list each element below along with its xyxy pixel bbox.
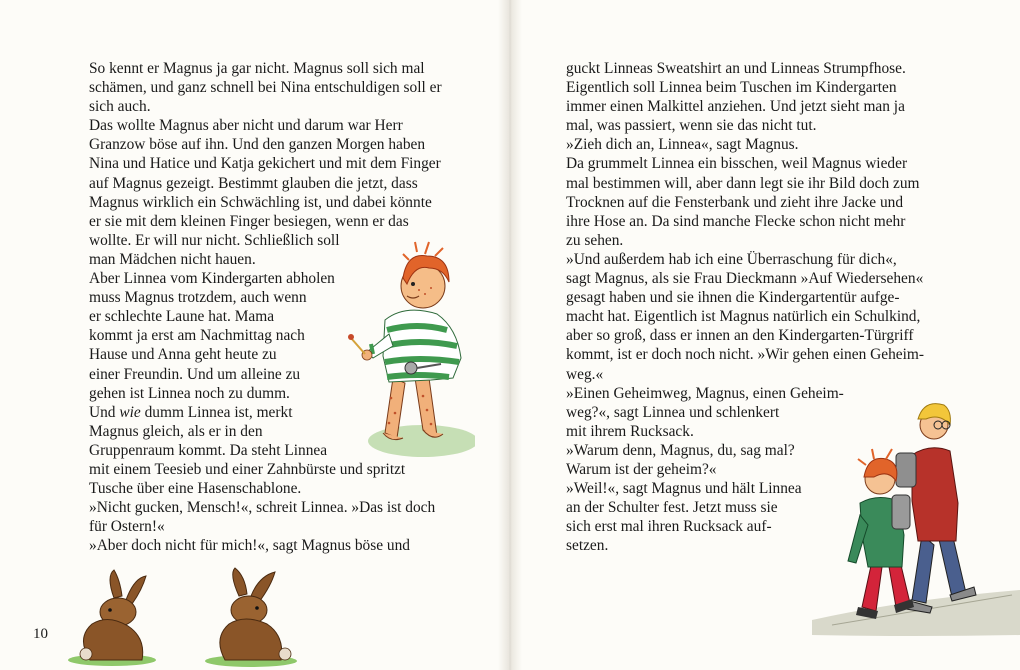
text-line: Trocknen auf die Fensterbank und zieht ihre Jacke und — [566, 193, 904, 211]
text-line: »Und außerdem hab ich eine Überraschung für dich«, — [566, 250, 897, 268]
text-line: weg?«, sagt Linnea und schlenkert — [566, 403, 780, 421]
text-line: mal, was passiert, wenn sie das nicht tut. — [566, 117, 817, 135]
text-line: Magnus wirklich ein Schwächling ist, und dabei könnte — [89, 193, 432, 211]
book-gutter — [498, 0, 522, 670]
text-line: mit ihrem Rucksack. — [566, 422, 694, 440]
page-number: 10 — [33, 626, 48, 642]
text-line: er schlechte Laune hat. Mama — [89, 308, 275, 326]
text-line: Granzow böse auf ihn. Und den ganzen Morgen haben — [89, 136, 426, 154]
text-line: für Ostern!« — [89, 518, 165, 536]
rabbit-icon — [62, 568, 162, 668]
text-line: man Mädchen nicht hauen. — [89, 250, 256, 268]
text-line: mit einem Teesieb und einer Zahnbürste und spritzt — [89, 460, 406, 478]
rabbit-icon — [205, 566, 305, 668]
text-line: weg.« — [566, 365, 604, 383]
text-line: auf Magnus gezeigt. Bestimmt glauben die jetzt, dass — [89, 174, 418, 192]
right-page — [512, 0, 1020, 670]
text-line: zu sehen. — [566, 231, 624, 249]
text-line: Aber Linnea vom Kindergarten abholen — [89, 270, 335, 288]
text-line: setzen. — [566, 537, 609, 555]
text-line: »Einen Geheimweg, Magnus, einen Geheim- — [566, 384, 844, 402]
text-line: sich auch. — [89, 98, 151, 116]
text-line: Magnus gleich, als er in den — [89, 422, 263, 440]
text-line: kommt, ist er doch noch nicht. »Wir gehen einen Geheim- — [566, 346, 924, 364]
text-line: muss Magnus trotzdem, auch wenn — [89, 289, 307, 307]
text-line: »Weil!«, sagt Magnus und hält Linnea — [566, 480, 802, 498]
emphasis-word: wie — [119, 403, 141, 421]
text-line: Eigentlich soll Linnea beim Tuschen im Kindergarten — [566, 79, 897, 97]
children-walking-icon — [812, 385, 1020, 640]
text-line: Hause und Anna geht heute zu — [89, 346, 277, 364]
text-line: schämen, und ganz schnell bei Nina entschuldigen soll er — [89, 79, 442, 97]
text-line: Nina und Hatice und Katja gekichert und mit dem Finger — [89, 155, 441, 173]
text-line: an der Schulter fest. Jetzt muss sie — [566, 499, 778, 517]
boy-painting-icon — [345, 238, 475, 463]
text-line: Gruppenraum kommt. Da steht Linnea — [89, 441, 328, 459]
text-line: So kennt er Magnus ja gar nicht. Magnus soll sich mal — [89, 60, 425, 77]
text-line: mal bestimmen will, aber dann legt sie ihr Bild doch zum — [566, 174, 920, 192]
text-line: macht hat. Eigentlich ist Magnus natürlich ein Schulkind, — [566, 308, 921, 326]
text-line: gesagt haben und sie ihnen die Kindergartentür aufge- — [566, 289, 900, 307]
text-line: einer Freundin. Und um alleine zu — [89, 365, 301, 383]
text-line: kommt ja erst am Nachmittag nach — [89, 327, 305, 345]
text-line: Warum ist der geheim?« — [566, 460, 717, 478]
text-line: guckt Linneas Sweatshirt an und Linneas Strumpfhose. — [566, 60, 906, 77]
text-line: Das wollte Magnus aber nicht und darum war Herr — [89, 117, 403, 135]
text-line: »Nicht gucken, Mensch!«, schreit Linnea. »Das ist doch — [89, 499, 436, 517]
left-page — [0, 0, 508, 670]
text-line: gehen ist Linnea noch zu dumm. — [89, 384, 290, 402]
text-line: aber so groß, dass er innen an den Kindergarten-Türgriff — [566, 327, 914, 345]
text-line: sich erst mal ihren Rucksack auf- — [566, 518, 772, 536]
text-line: er sie mit dem kleinen Finger besiegen, wenn er das — [89, 212, 409, 230]
text-line: »Zieh dich an, Linnea«, sagt Magnus. — [566, 136, 799, 154]
text-line: immer einen Malkittel anziehen. Und jetzt sieht man ja — [566, 98, 905, 116]
text-run: Und — [89, 403, 120, 421]
text-line: »Aber doch nicht für mich!«, sagt Magnus böse und — [89, 537, 411, 555]
text-line: wollte. Er will nur nicht. Schließlich soll — [89, 231, 340, 249]
text-line: ihre Hose an. Da sind manche Flecke schon nicht mehr — [566, 212, 906, 230]
text-line: Da grummelt Linnea ein bisschen, weil Magnus wieder — [566, 155, 908, 173]
text-run: dumm Linnea ist, merkt — [140, 403, 293, 421]
text-line: »Warum denn, Magnus, du, sag mal? — [566, 441, 795, 459]
text-line: sagt Magnus, als sie Frau Dieckmann »Auf Wiedersehen« — [566, 270, 924, 288]
text-line: Tusche über eine Hasenschablone. — [89, 480, 302, 498]
